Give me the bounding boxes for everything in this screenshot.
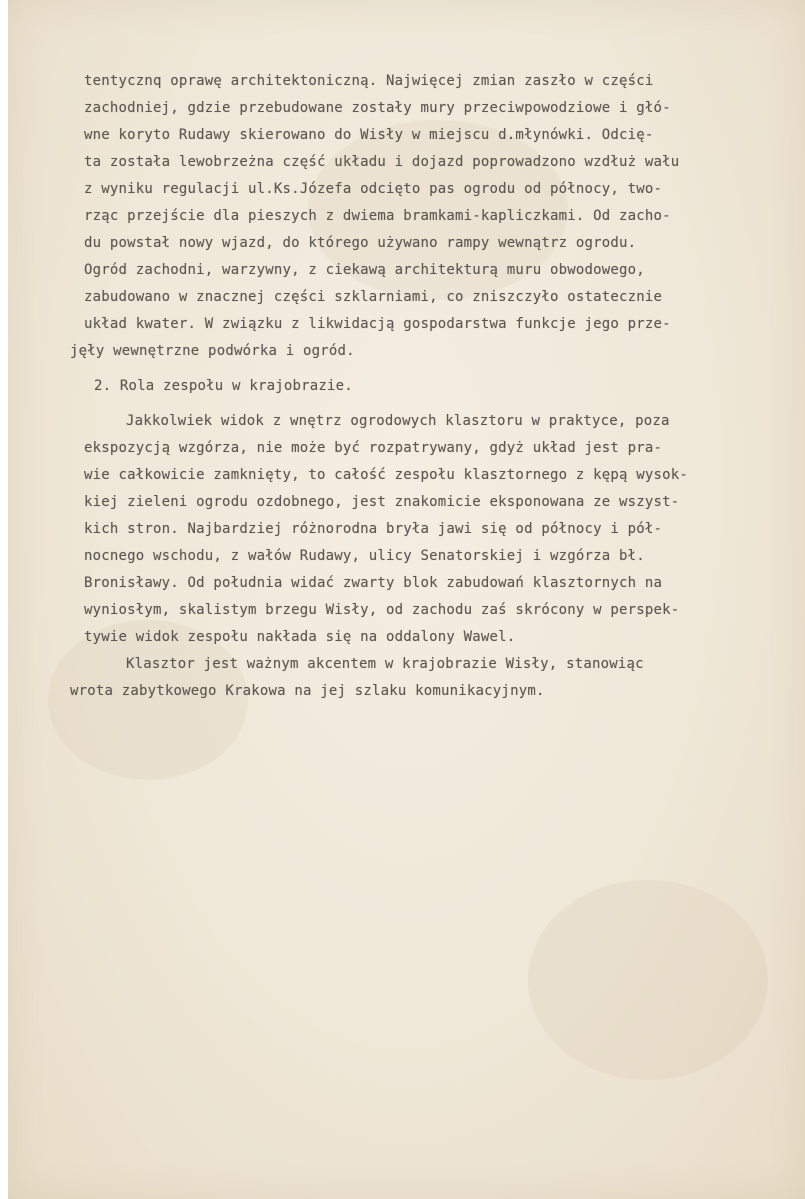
text-line: Jakkolwiek widok z wnętrz ogrodowych klasztoru w praktyce, poza [126,413,670,429]
text-line: zachodniej, gdzie przebudowane zostały mury przeciwpowodziowe i głó- [84,100,671,116]
text-line: Klasztor jest ważnym akcentem w krajobrazie Wisły, stanowiąc [126,656,644,672]
text-line: kiej zieleni ogrodu ozdobnego, jest znakomicie eksponowana ze wszyst- [84,494,680,510]
document-text [70,68,804,705]
text-line: układ kwater. W związku z likwidacją gospodarstwa funkcje jego prze- [84,316,671,332]
text-line: Bronisławy. Od południa widać zwarty blok zabudowań klasztornych na [84,575,663,591]
text-line: ta została lewobrzeżna część układu i dojazd poprowadzono wzdłuż wału [84,154,680,170]
text-line: wrota zabytkowego Krakowa na jej szlaku komunikacyjnym. [70,683,545,699]
text-line: jęły wewnętrzne podwórka i ogród. [70,343,355,359]
text-line: rząc przejście dla pieszych z dwiema bramkami-kapliczkami. Od zacho- [84,208,671,224]
text-line: nocnego wschodu, z wałów Rudawy, ulicy Senatorskiej i wzgórza bł. [84,548,645,564]
text-line: wne koryto Rudawy skierowano do Wisły w miejscu d.młynówki. Odcię- [84,127,654,143]
section-heading: 2. Rola zespołu w krajobrazie. [94,378,353,394]
paper-stain [528,880,768,1080]
typewritten-page [8,0,805,1199]
text-line: du powstał nowy wjazd, do którego używano rampy wewnątrz ogrodu. [84,235,637,251]
text-line: wyniosłym, skalistym brzegu Wisły, od zachodu zaś skrócony w perspek- [84,602,680,618]
text-line: ekspozycją wzgórza, nie może być rozpatrywany, gdyż układ jest pra- [84,440,663,456]
text-line: Ogród zachodni, warzywny, z ciekawą architekturą muru obwodowego, [84,262,645,278]
text-line: wie całkowicie zamknięty, to całość zespołu klasztornego z kępą wysok- [84,467,689,483]
text-line: tywie widok zespołu nakłada się na oddalony Wawel. [84,629,516,645]
text-line: tentycznq oprawę architektoniczną. Najwięcej zmian zaszło w części [84,73,654,89]
text-line: kich stron. Najbardziej różnorodna bryła jawi się od północy i pół- [84,521,663,537]
text-line: z wyniku regulacji ul.Ks.Józefa odcięto pas ogrodu od północy, two- [84,181,663,197]
text-line: zabudowano w znacznej części szklarniami, co zniszczyło ostatecznie [84,289,663,305]
